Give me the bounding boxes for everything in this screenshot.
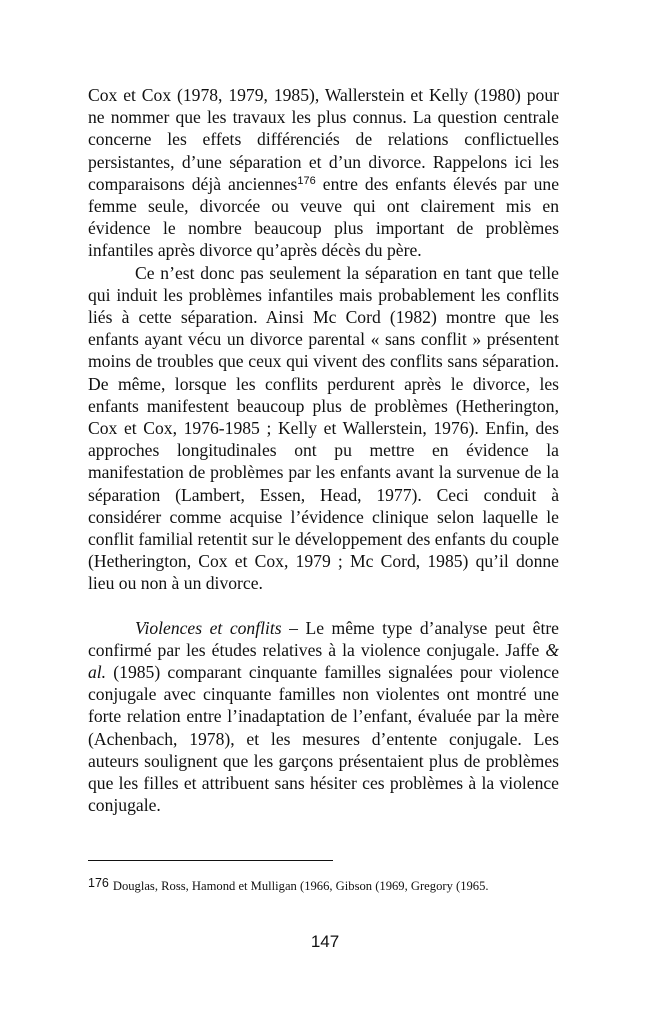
footnote-text: Douglas, Ross, Hamond et Mulligan (1966, Gibson (1969, Gregory (1965. [112,879,489,893]
paragraph-2: Ce n’est donc pas seulement la séparation en tant que telle qui induit les problèmes infantiles mais probablement les conflits liés à cette séparation. Ainsi Mc Cord (1982) montre que les enfants ayant vécu un divorce parental « sans conflit » présentent moins de troubles que ceux qui vivent des conflits sans séparation. De même, lorsque les conflits perdurent après le divorce, les enfants manifestent beaucoup plus de problèmes (Hetherington, Cox et Cox, 1976-1985 ; Kelly et Wallerstein, 1976). Enfin, des approches longitudinales ont pu mettre en évidence la manifestation de problèmes par les enfants avant la survenue de la séparation (Lambert, Essen, Head, 1977). Ceci conduit à considérer comme acquise l’évidence clinique selon laquelle le conflit familial retentit sur le développement des enfants du couple (Hetherington, Cox et Cox, 1979 ; Mc Cord, 1985) qu’il donne lieu ou non à un divorce. [88,262,559,594]
paragraph-1-text-a: Cox et Cox (1978, 1979, 1985), Wallerstein et Kelly (1980) pour ne nommer que les travaux les plus connus. La question centrale concerne les effets différenciés de relations conflictuelles persistantes, d’une séparation et d’un divorce. Rappelons ici les comparaisons déjà anciennes [88,85,559,194]
paragraph-3-text-a: Le même type d’analyse peut être confirmé par les études relatives à la violence conjugale. Jaffe [88,617,559,660]
footnote [88,876,559,896]
paragraph-1 [88,84,559,262]
section-dash: – [281,617,306,638]
paragraph-3-text-b: (1985) comparant cinquante familles signalées pour violence conjugale avec cinquante familles non violentes ont montré une forte relation entre l’inadaptation de l’enfant, évaluée par la mère (Achenbach, 1978), et les mesures d’entente conjugale. Les auteurs soulignent que les garçons présentaient plus de problèmes que les filles et attribuent sans hésiter ces problèmes à la violence conjugale. [88,662,559,816]
paragraph-3 [88,617,559,817]
footnote-reference[interactable]: 176 [297,174,316,187]
footnote-number: 176 [88,876,109,890]
page-body [88,84,559,817]
paragraph-1-text-b: entre des enfants élevés par une femme seule, divorcée ou veuve qui ont clairement mis en évidence le nombre beaucoup plus important de problèmes infantiles après divorce qu’après décès du père. [88,173,559,261]
et-al-italic: & al. [88,639,559,683]
footnote-separator [88,860,333,861]
section-heading: Violences et conflits [135,617,282,638]
page-number: 147 [310,932,340,951]
